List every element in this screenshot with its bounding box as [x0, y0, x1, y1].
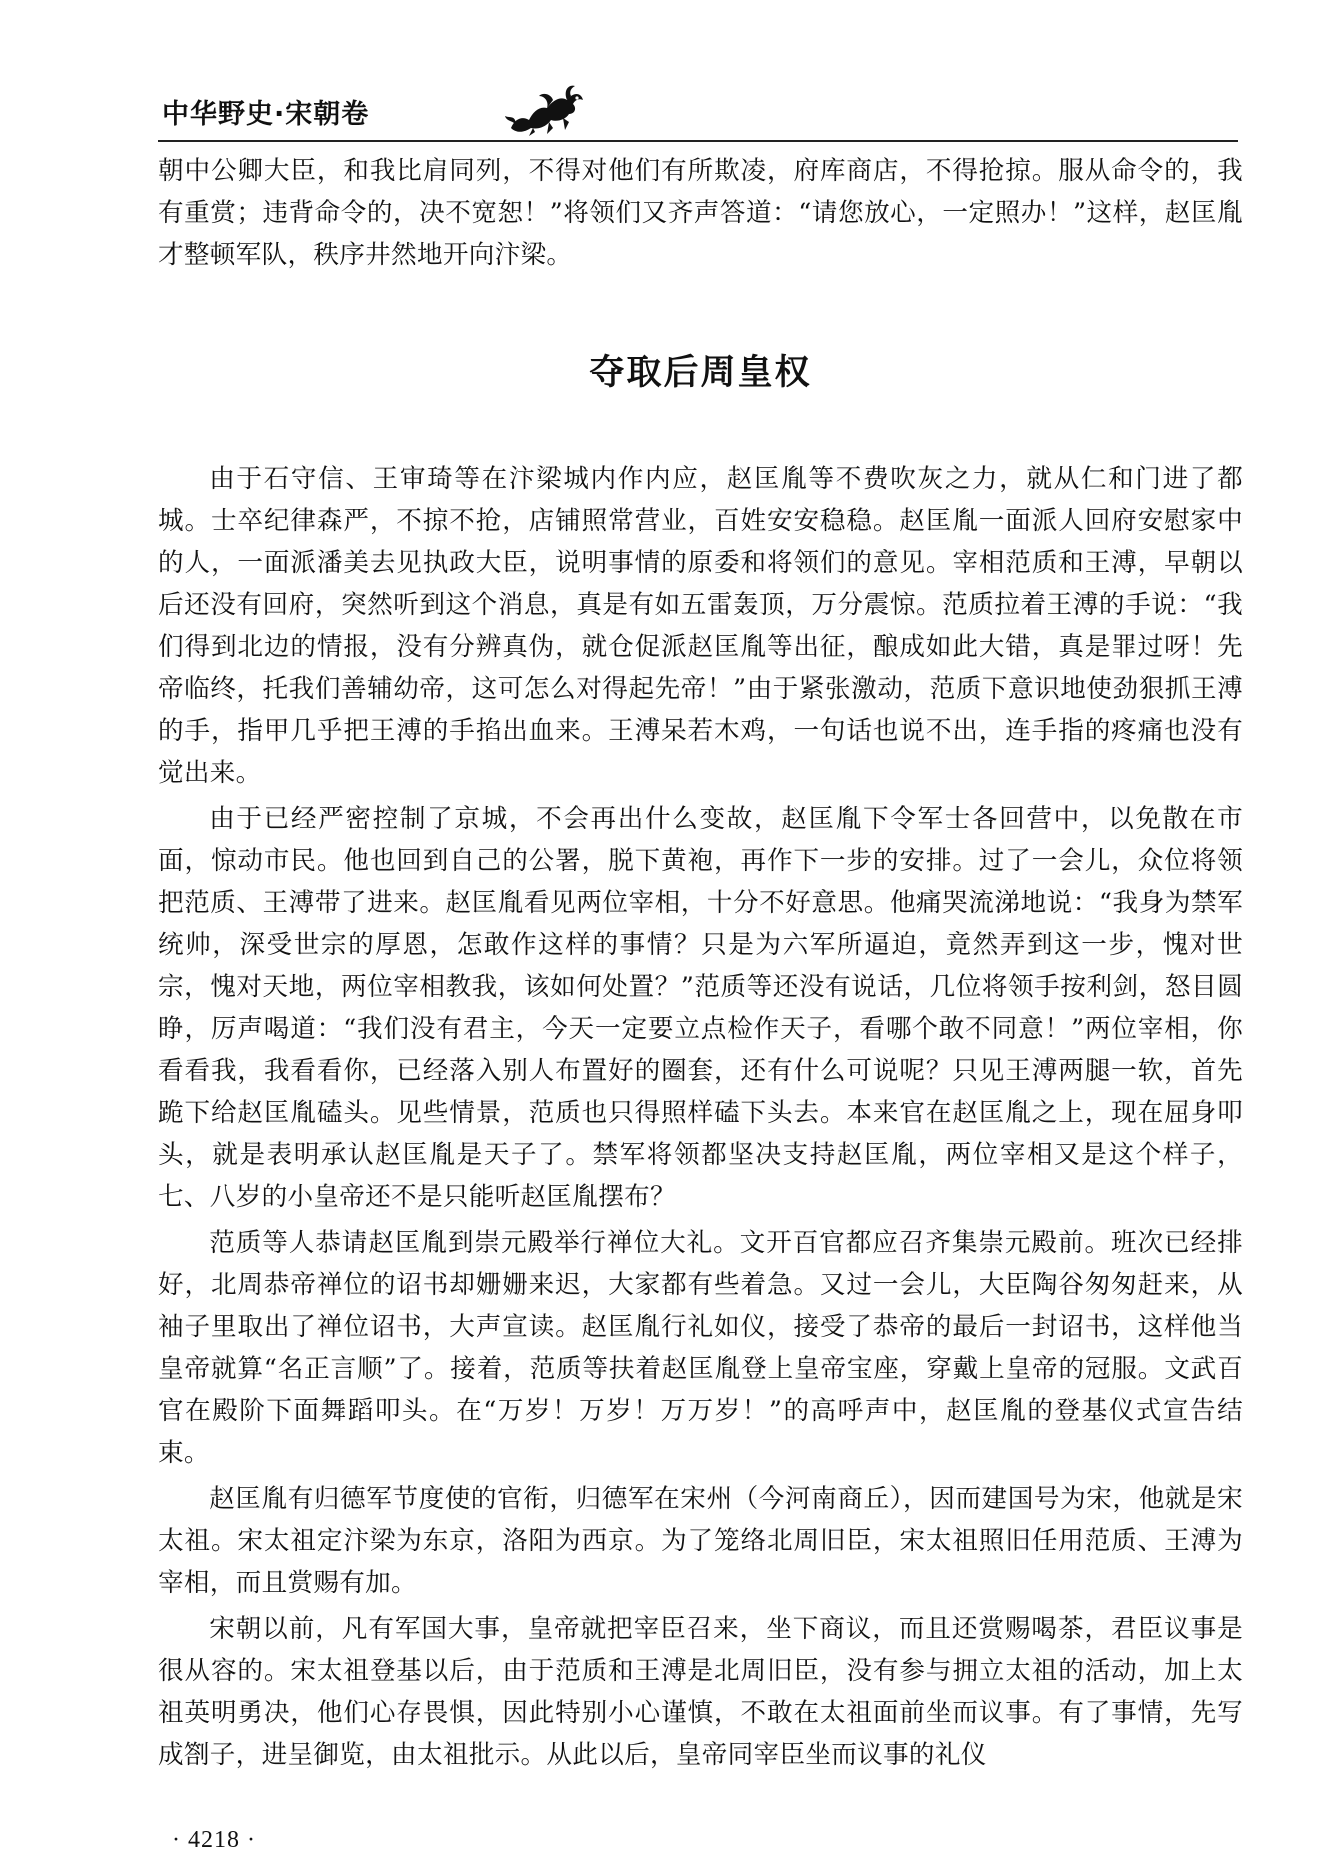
paragraph: 由于石守信、王审琦等在汴梁城内作内应，赵匡胤等不费吹灰之力，就从仁和门进了都城。士卒纪律森严，不掠不抢，店铺照常营业，百姓安安稳稳。赵匡胤一面派人回府安慰家中的人，一面派潘美去见执政大臣，说明事情的原委和将领们的意见。宰相范质和王溥，早朝以后还没有回府，突然听到这个消息，真是有如五雷轰顶，万分震惊。范质拉着王溥的手说：“我们得到北边的情报，没有分辨真伪，就仓促派赵匡胤等出征，酿成如此大错，真是罪过呀！先帝临终，托我们善辅幼帝，这可怎么对得起先帝！”由于紧张激动，范质下意识地使劲狠抓王溥的手，指甲几乎把王溥的手掐出血来。王溥呆若木鸡，一句话也说不出，连手指的疼痛也没有觉出来。 [158, 464, 1243, 788]
page-number: · 4218 · [172, 1827, 256, 1853]
paragraph: 赵匡胤有归德军节度使的官衔，归德军在宋州（今河南商丘），因而建国号为宋，他就是宋太祖。宋太祖定汴梁为东京，洛阳为西京。为了笼络北周旧臣，宋太祖照旧任用范质、王溥为宰相，而且赏赐有加。 [158, 1484, 1243, 1598]
book-title: 中华野史·宋朝卷 [162, 99, 370, 130]
paragraph: 由于已经严密控制了京城，不会再出什么变故，赵匡胤下令军士各回营中，以免散在市面，惊动市民。他也回到自己的公署，脱下黄袍，再作下一步的安排。过了一会儿，众位将领把范质、王溥带了进来。赵匡胤看见两位宰相，十分不好意思。他痛哭流涕地说：“我身为禁军统帅，深受世宗的厚恩，怎敢作这样的事情？只是为六军所逼迫，竟然弄到这一步，愧对世宗，愧对天地，两位宰相教我，该如何处置？”范质等还没有说话，几位将领手按利剑，怒目圆睁，厉声喝道：“我们没有君主，今天一定要立点检作天子，看哪个敢不同意！”两位宰相，你看看我，我看看你，已经落入别人布置好的圈套，还有什么可说呢？只见王溥两腿一软，首先跪下给赵匡胤磕头。见些情景，范质也只得照样磕下头去。本来官在赵匡胤之上，现在屈身叩头，就是表明承认赵匡胤是天子了。禁军将领都坚决支持赵匡胤，两位宰相又是这个样子，七、八岁的小皇帝还不是只能听赵匡胤摆布？ [158, 804, 1243, 1212]
paragraph: 宋朝以前，凡有军国大事，皇帝就把宰臣召来，坐下商议，而且还赏赐喝茶，君臣议事是很从容的。宋太祖登基以后，由于范质和王溥是北周旧臣，没有参与拥立太祖的活动，加上太祖英明勇决，他们心存畏惧，因此特别小心谨慎，不敢在太祖面前坐而议事。有了事情，先写成劄子，进呈御览，由太祖批示。从此以后，皇帝同宰臣坐而议事的礼仪 [158, 1614, 1243, 1770]
section-title: 夺取后周皇权 [589, 353, 812, 393]
dragon-icon [503, 82, 589, 138]
intro-paragraph: 朝中公卿大臣，和我比肩同列，不得对他们有所欺凌，府库商店，不得抢掠。服从命令的，我有重赏；违背命令的，决不宽恕！”将领们又齐声答道：“请您放心，一定照办！”这样，赵匡胤才整顿军队，秩序井然地开向汴梁。 [158, 156, 1243, 270]
paragraph: 范质等人恭请赵匡胤到崇元殿举行禅位大礼。文开百官都应召齐集崇元殿前。班次已经排好，北周恭帝禅位的诏书却姗姗来迟，大家都有些着急。又过一会儿，大臣陶谷匆匆赶来，从袖子里取出了禅位诏书，大声宣读。赵匡胤行礼如仪，接受了恭帝的最后一封诏书，这样他当皇帝就算“名正言顺”了。接着，范质等扶着赵匡胤登上皇帝宝座，穿戴上皇帝的冠服。文武百官在殿阶下面舞蹈叩头。在“万岁！万岁！万万岁！”的高呼声中，赵匡胤的登基仪式宣告结束。 [158, 1228, 1243, 1468]
intro-text [158, 150, 1243, 276]
main-text [158, 458, 1243, 1780]
running-header [158, 80, 1238, 140]
header-rule [158, 140, 1238, 142]
